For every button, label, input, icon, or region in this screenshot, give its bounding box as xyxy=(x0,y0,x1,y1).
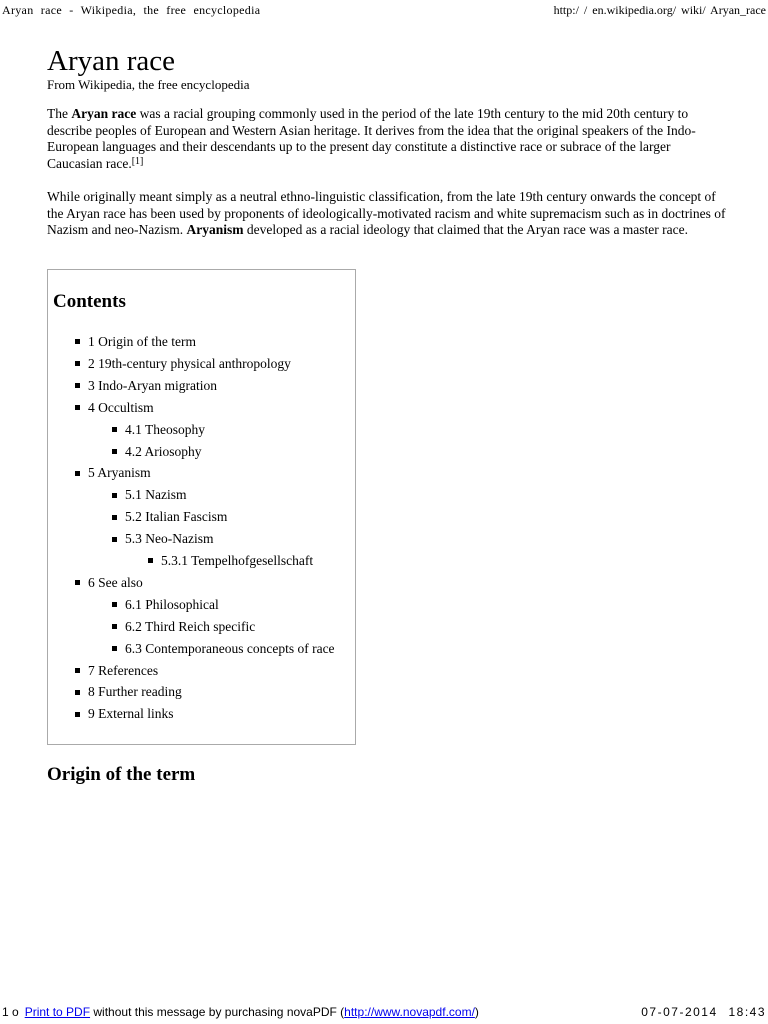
bullet-icon xyxy=(112,449,117,454)
toc-item[interactable] xyxy=(148,552,313,570)
toc-item-label: 7 References xyxy=(88,662,159,678)
page-subtitle: From Wikipedia, the free encyclopedia xyxy=(47,77,250,92)
toc-item[interactable] xyxy=(112,443,202,461)
bullet-icon xyxy=(112,537,117,542)
toc-item[interactable] xyxy=(75,574,143,592)
bullet-icon xyxy=(112,602,117,607)
toc-item[interactable] xyxy=(75,662,158,680)
intro-paragraph-1 xyxy=(47,106,727,172)
toc-item[interactable] xyxy=(112,596,219,614)
p1-text-pre: The xyxy=(47,106,72,121)
bullet-icon xyxy=(112,515,117,520)
toc-item-label: 6.1 Philosophical xyxy=(125,596,219,612)
novapdf-link[interactable]: http://www.novapdf.com/ xyxy=(344,1005,475,1019)
toc-item-label: 5 Aryanism xyxy=(88,465,151,481)
toc-item[interactable] xyxy=(75,333,196,351)
toc-item-label: 5.1 Nazism xyxy=(125,487,187,503)
p2-text-pre: While originally meant simply as a neutral ethno-linguistic classification, from the late 19th century onwards the concept of the Aryan race has been used by proponents of ideologically-motivated racism and white supremacism such as in doctrines of Nazism and neo-Nazism. xyxy=(47,189,726,238)
footer-text-end: ) xyxy=(474,1005,479,1019)
bullet-icon xyxy=(75,690,80,695)
page-title: Aryan race xyxy=(47,45,175,77)
print-to-pdf-link[interactable]: Print to PDF xyxy=(24,1005,91,1019)
footer-text: without this message by purchasing novaPDF ( xyxy=(90,1005,345,1019)
toc-item[interactable] xyxy=(112,640,335,658)
toc-item-label: 1 Origin of the term xyxy=(88,334,196,349)
bullet-icon xyxy=(75,361,80,366)
toc-item[interactable] xyxy=(75,683,182,701)
toc-title: Contents xyxy=(53,291,126,312)
toc-item[interactable] xyxy=(75,377,217,395)
bullet-icon xyxy=(148,558,153,563)
toc-item-label: 4.2 Ariosophy xyxy=(125,443,202,459)
toc-item[interactable] xyxy=(75,464,151,482)
toc-item-label: 6.3 Contemporaneous concepts of race xyxy=(125,640,335,656)
bullet-icon xyxy=(75,383,80,388)
page-number: 1 o xyxy=(2,1005,19,1019)
toc-item[interactable] xyxy=(112,421,205,439)
toc-item[interactable] xyxy=(75,399,154,417)
reference-link[interactable]: [1] xyxy=(131,155,144,167)
print-header-url: http:/ / en.wikipedia.org/ wiki/ Aryan_race xyxy=(553,3,766,17)
table-of-contents xyxy=(47,269,356,745)
toc-item-label: 5.3 Neo-Nazism xyxy=(125,531,214,547)
print-footer xyxy=(2,1005,479,1019)
toc-item[interactable] xyxy=(75,705,173,723)
toc-item[interactable] xyxy=(112,486,187,504)
p2-text-post: developed as a racial ideology that claimed that the Aryan race was a master race. xyxy=(243,222,689,238)
toc-item-label: 6 See also xyxy=(88,574,143,590)
print-header-title: Aryan race - Wikipedia, the free encyclopedia xyxy=(2,3,261,17)
toc-item[interactable] xyxy=(112,618,255,636)
toc-item-label: 5.3.1 Tempelhofgesellschaft xyxy=(161,553,314,568)
print-datetime: 07-07-2014 18:43 xyxy=(641,1005,766,1019)
p1-text-post: was a racial grouping commonly used in the period of the late 19th century to the mid 20th century to describe peoples of European and Western Asian heritage. It derives from the idea that the original speakers of the Indo-European languages and their descendants up to the present day constitute a distinctive race or subrace of the larger Caucasian race. xyxy=(47,106,696,171)
bullet-icon xyxy=(75,405,80,410)
toc-item-label: 9 External links xyxy=(88,706,174,722)
toc-item-label: 4.1 Theosophy xyxy=(125,421,205,437)
toc-item-label: 6.2 Third Reich specific xyxy=(125,618,256,634)
bullet-icon xyxy=(112,493,117,498)
bullet-icon xyxy=(75,668,80,673)
toc-item-label: 2 19th-century physical anthropology xyxy=(88,355,291,371)
bullet-icon xyxy=(112,427,117,432)
bullet-icon xyxy=(75,339,80,344)
toc-item[interactable] xyxy=(112,508,227,526)
toc-item[interactable] xyxy=(75,355,291,373)
section-heading: Origin of the term xyxy=(47,764,196,785)
p2-bold-term: Aryanism xyxy=(186,222,244,238)
bullet-icon xyxy=(75,471,80,476)
bullet-icon xyxy=(112,646,117,651)
toc-item[interactable] xyxy=(112,530,213,548)
toc-item-label: 8 Further reading xyxy=(88,684,182,700)
toc-item-label: 3 Indo-Aryan migration xyxy=(88,377,217,393)
toc-item-label: 5.2 Italian Fascism xyxy=(125,509,228,525)
bullet-icon xyxy=(75,712,80,717)
bullet-icon xyxy=(112,624,117,629)
bullet-icon xyxy=(75,580,80,585)
toc-item-label: 4 Occultism xyxy=(88,399,154,415)
intro-paragraph-2 xyxy=(47,189,727,239)
p1-bold-term: Aryan race xyxy=(71,106,137,121)
